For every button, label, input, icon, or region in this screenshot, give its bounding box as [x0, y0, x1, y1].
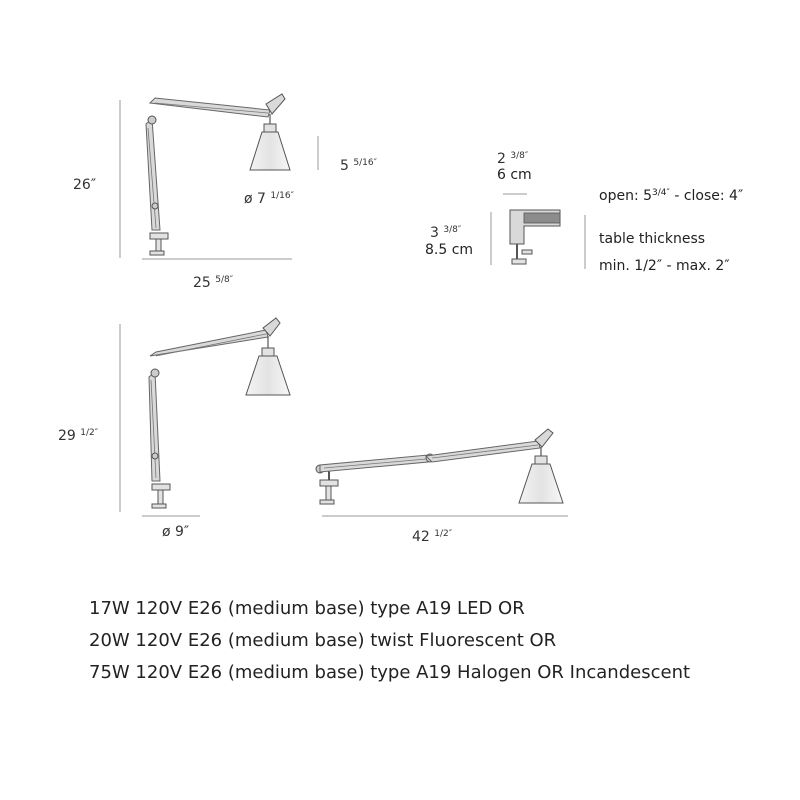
clamp-width-metric: 6 cm	[497, 167, 532, 183]
lamp-2-upper-arm	[150, 330, 268, 356]
clamp-height-metric: 8.5 cm	[425, 242, 474, 258]
lamp-2-drawing	[120, 318, 290, 516]
lamp-2-shade	[246, 356, 290, 395]
clamp-open-fraction: 3/4″	[652, 188, 670, 198]
clamp-height-value: 3	[430, 225, 439, 241]
clamp-detail-drawing	[491, 194, 585, 269]
lamp-1-width-fraction: 5/8″	[215, 275, 234, 285]
lamp-2-lower-arm	[149, 372, 160, 481]
lamp-1-height-value: 26″	[73, 177, 97, 193]
lamp-1-shade-diameter-value: ø 7	[244, 191, 266, 207]
lamp-2-base-diameter-label	[162, 524, 189, 540]
lamp-1-shade	[250, 132, 290, 170]
table-thickness-range: min. 1/2″ - max. 2″	[599, 258, 730, 274]
lamp-1-lower-arm	[146, 119, 160, 230]
lamp-1-shade-height-label	[340, 155, 377, 174]
lamp-2-base	[152, 484, 170, 490]
clamp-open-close-label	[599, 184, 743, 205]
lamp-1-shade-height-value: 5	[340, 158, 349, 174]
lamp-3-drawing	[316, 429, 568, 516]
clamp-open-value: open: 5	[599, 188, 653, 204]
lamp-3-shade	[519, 464, 563, 503]
lamp-1-shade-diameter-label	[244, 188, 294, 207]
lamp-1-width-value: 25	[193, 275, 211, 291]
lamp-3-width-value: 42	[412, 529, 430, 545]
clamp-height-label	[430, 222, 461, 241]
lamp-1-base	[150, 233, 168, 239]
lamp-3-base	[320, 480, 338, 486]
lamp-1-shade-diameter-fraction: 1/16″	[270, 191, 294, 201]
lamp-3-width-fraction: 1/2″	[434, 529, 453, 539]
clamp-width-value: 2	[497, 151, 506, 167]
spec-line-fluorescent: 20W 120V E26 (medium base) twist Fluorescent OR	[89, 630, 557, 651]
clamp-height-fraction: 3/8″	[443, 225, 462, 235]
lamp-1-drawing	[120, 94, 318, 259]
lamp-2-base-diameter-value: ø 9″	[162, 524, 190, 540]
lamp-2-height-label	[58, 425, 98, 444]
bulb-specifications	[89, 593, 690, 689]
clamp-close-value: - close: 4″	[669, 188, 744, 204]
spec-line-halogen: 75W 120V E26 (medium base) type A19 Halogen OR Incandescent	[89, 662, 691, 683]
spec-line-led: 17W 120V E26 (medium base) type A19 LED OR	[89, 598, 525, 619]
clamp-width-label	[497, 148, 528, 167]
lamp-1-width-label	[193, 272, 233, 291]
lamp-1-height-label	[73, 177, 96, 193]
table-thickness-label: table thickness	[599, 231, 706, 247]
lamp-2-height-fraction: 1/2″	[80, 428, 99, 438]
lamp-2-height-value: 29	[58, 428, 76, 444]
lamp-1-shade-height-fraction: 5/16″	[353, 158, 377, 168]
lamp-3-width-label	[412, 526, 452, 545]
clamp-width-fraction: 3/8″	[510, 151, 529, 161]
